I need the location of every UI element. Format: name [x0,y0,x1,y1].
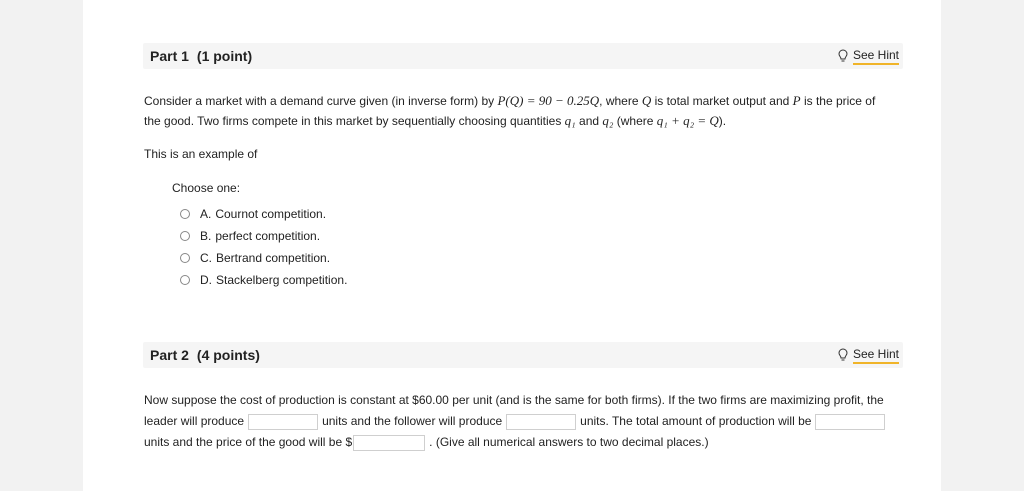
lightbulb-icon [838,49,848,63]
option-letter: B. [200,229,212,243]
part1-see-hint-button[interactable] [838,48,899,65]
option-a[interactable] [180,203,347,225]
q-text: , where [599,94,642,108]
q-text: units and the price of the good will be [144,435,343,449]
option-b[interactable] [180,225,347,247]
question-sheet [83,0,941,491]
part2-question-text [144,390,894,453]
lightbulb-icon [838,348,848,362]
option-letter: C. [200,251,212,265]
q-text: units. The total amount of production will be [580,414,812,428]
q-text: and [575,114,603,128]
q-math: Q [641,93,652,108]
answer-options [180,203,347,291]
total-quantity-input[interactable] [815,414,885,430]
demand-equation: P(Q) = 90 − 0.25Q [497,93,600,108]
follower-quantity-input[interactable] [506,414,576,430]
q-text: ). [718,114,727,128]
radio-button[interactable] [180,253,190,263]
q-text: is total market output and [651,94,793,108]
leader-quantity-input[interactable] [248,414,318,430]
part1-question-text [144,91,894,131]
q-text: Consider a market with a demand curve given (in inverse form) by [144,94,498,108]
part1-prompt: This is an example of [144,147,258,161]
part2-header [143,342,903,368]
part1-points: (1 point) [196,48,253,64]
part2-hint-label: See Hint [853,347,899,364]
choose-one-label: Choose one: [172,181,241,195]
option-d[interactable] [180,269,347,291]
q-math: q₁ + q₂ = Q [656,113,719,128]
price-input[interactable] [353,435,425,451]
option-text: Stackelberg competition. [216,273,348,287]
q-text: units and the follower will produce [322,414,503,428]
part2-see-hint-button[interactable] [838,347,899,364]
radio-button[interactable] [180,231,190,241]
radio-button[interactable] [180,209,190,219]
radio-button[interactable] [180,275,190,285]
dollar-sign: $ [345,435,353,449]
part1-hint-label: See Hint [853,48,899,65]
q-text: (where [613,114,657,128]
option-c[interactable] [180,247,347,269]
q-math: P [792,93,801,108]
part2-points: (4 points) [196,347,260,363]
option-text: Cournot competition. [215,207,327,221]
q-text: is the price of the good. Two firms compete in this market by sequentially choosing quantities [144,94,876,128]
q-math: q₂ [602,113,614,128]
part1-title [150,48,252,64]
part2-title [150,347,260,363]
part1-title-label: Part 1 [150,48,189,64]
q-math: q₁ [564,113,576,128]
q-text: . (Give all numerical answers to two decimal places.) [429,435,709,449]
part2-title-label: Part 2 [150,347,189,363]
option-text: perfect competition. [215,229,321,243]
part1-header [143,43,903,69]
option-letter: A. [200,207,212,221]
option-letter: D. [200,273,212,287]
option-text: Bertrand competition. [216,251,331,265]
q-text: Now suppose the cost of production is constant at $60.00 per unit (and is the same for both firms). If the two firms are maximizing profit, the leader will produce [144,393,884,428]
